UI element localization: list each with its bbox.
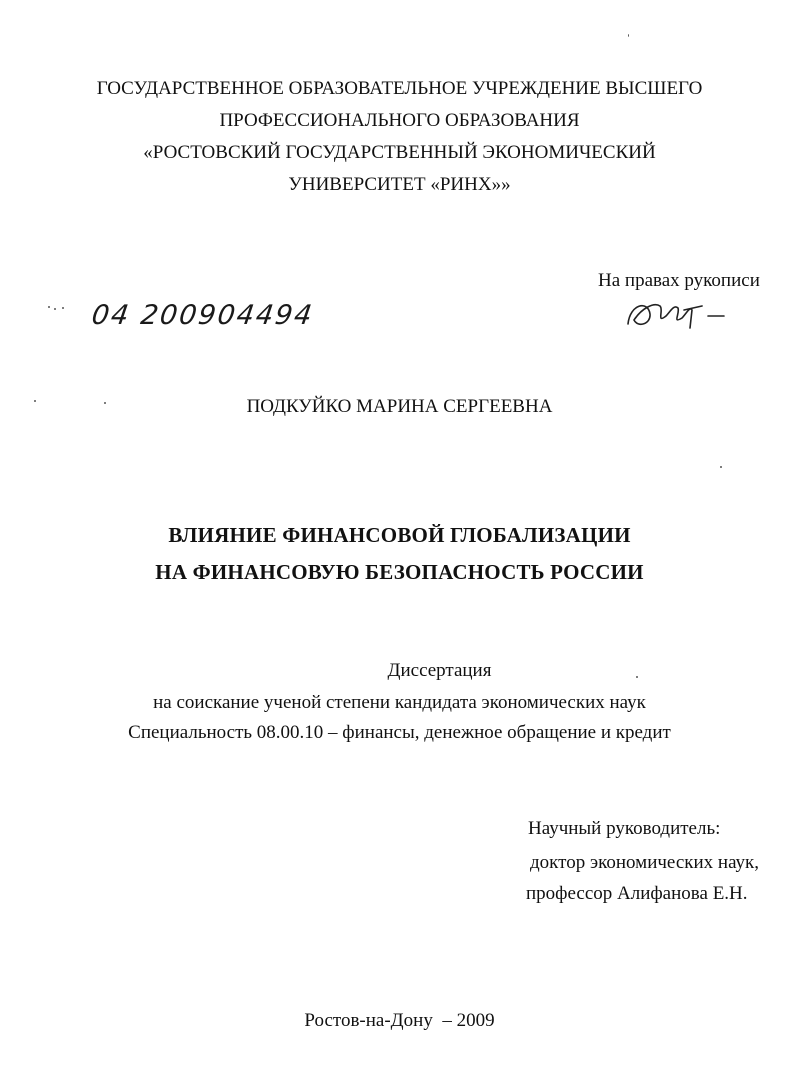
- dissertation-type: Диссертация: [387, 660, 492, 681]
- scan-speck: [48, 306, 50, 308]
- manuscript-note: На правах рукописи: [598, 270, 760, 291]
- supervisor-label: Научный руководитель:: [528, 818, 721, 839]
- institution-line-4: УНИВЕРСИТЕТ «РИНХ»»: [288, 174, 511, 195]
- author-name: ПОДКУЙКО МАРИНА СЕРГЕЕВНА: [246, 396, 553, 417]
- dissertation-specialty: Специальность 08.00.10 – финансы, денежное обращение и кредит: [128, 722, 671, 743]
- institution-line-2: ПРОФЕССИОНАЛЬНОГО ОБРАЗОВАНИЯ: [219, 110, 580, 131]
- supervisor-degree: доктор экономических наук,: [530, 852, 760, 873]
- institution-line-3: «РОСТОВСКИЙ ГОСУДАРСТВЕННЫЙ ЭКОНОМИЧЕСКИЙ: [143, 142, 656, 163]
- signature-icon: [620, 294, 730, 334]
- institution-line-1: ГОСУДАРСТВЕННОЕ ОБРАЗОВАТЕЛЬНОЕ УЧРЕЖДЕНИЕ ВЫСШЕГО: [96, 78, 703, 99]
- scan-speck: [62, 307, 64, 309]
- scan-speck: [628, 34, 629, 37]
- dissertation-purpose: на соискание ученой степени кандидата экономических наук: [153, 692, 646, 713]
- title-line-2: НА ФИНАНСОВУЮ БЕЗОПАСНОСТЬ РОССИИ: [155, 560, 644, 584]
- scan-speck: [720, 466, 722, 468]
- supervisor-name: профессор Алифанова Е.Н.: [526, 883, 748, 904]
- title-line-1: ВЛИЯНИЕ ФИНАНСОВОЙ ГЛОБАЛИЗАЦИИ: [168, 523, 631, 547]
- registration-number: 04 200904494: [89, 300, 316, 331]
- place-year: Ростов-на-Дону – 2009: [304, 1010, 495, 1031]
- scan-speck: [54, 308, 56, 310]
